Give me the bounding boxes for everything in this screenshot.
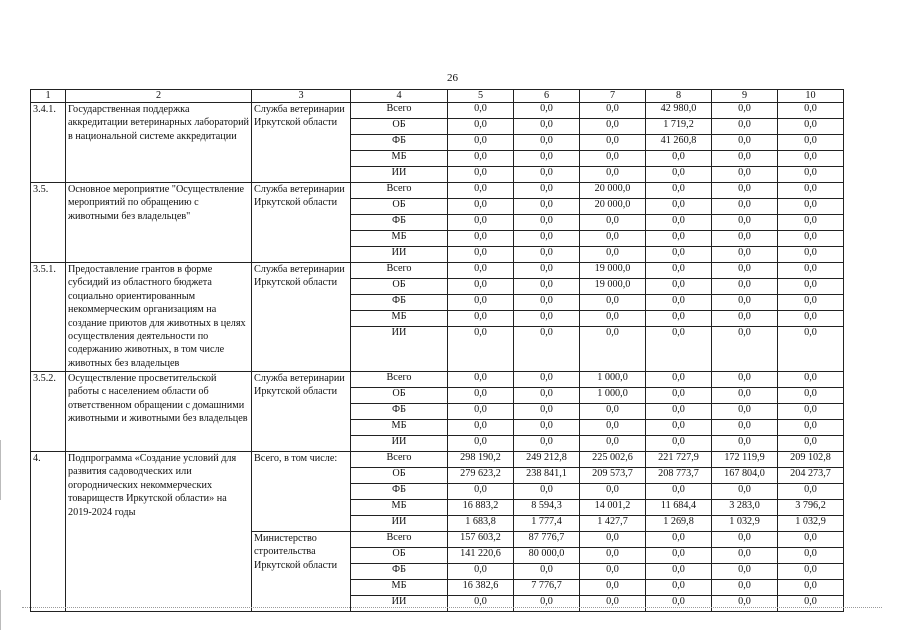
amount-cell: 14 001,2 bbox=[580, 500, 646, 516]
amount-cell: 0,0 bbox=[580, 564, 646, 580]
column-header: 7 bbox=[580, 90, 646, 103]
amount-cell: 0,0 bbox=[448, 183, 514, 199]
amount-cell: 0,0 bbox=[778, 183, 844, 199]
table-row bbox=[31, 372, 844, 388]
amount-cell: 0,0 bbox=[712, 199, 778, 215]
amount-cell: 16 883,2 bbox=[448, 500, 514, 516]
column-header: 6 bbox=[514, 90, 580, 103]
amount-cell: 0,0 bbox=[712, 215, 778, 231]
amount-cell: 0,0 bbox=[712, 404, 778, 420]
funding-source: Всего bbox=[351, 103, 448, 119]
item-name: Осуществление просветительской работы с населением области об ответственном обращении с домашними животными и животными без владельцев bbox=[66, 372, 252, 452]
funding-source: ИИ bbox=[351, 516, 448, 532]
amount-cell: 0,0 bbox=[712, 484, 778, 500]
amount-cell: 0,0 bbox=[580, 596, 646, 612]
amount-cell: 0,0 bbox=[646, 199, 712, 215]
amount-cell: 0,0 bbox=[448, 231, 514, 247]
amount-cell: 0,0 bbox=[448, 436, 514, 452]
amount-cell: 0,0 bbox=[580, 311, 646, 327]
amount-cell: 0,0 bbox=[646, 548, 712, 564]
amount-cell: 0,0 bbox=[646, 151, 712, 167]
amount-cell: 0,0 bbox=[448, 263, 514, 279]
amount-cell: 0,0 bbox=[514, 311, 580, 327]
amount-cell: 0,0 bbox=[514, 247, 580, 263]
amount-cell: 141 220,6 bbox=[448, 548, 514, 564]
funding-source: ОБ bbox=[351, 388, 448, 404]
amount-cell: 0,0 bbox=[514, 215, 580, 231]
executor: Министерство строительства Иркутской области bbox=[252, 532, 351, 612]
executor: Служба ветеринарии Иркутской области bbox=[252, 183, 351, 263]
executor: Служба ветеринарии Иркутской области bbox=[252, 263, 351, 372]
amount-cell: 0,0 bbox=[514, 596, 580, 612]
amount-cell: 0,0 bbox=[778, 436, 844, 452]
funding-source: ФБ bbox=[351, 564, 448, 580]
amount-cell: 0,0 bbox=[448, 279, 514, 295]
column-header: 3 bbox=[252, 90, 351, 103]
amount-cell: 0,0 bbox=[778, 548, 844, 564]
funding-source: ИИ bbox=[351, 596, 448, 612]
amount-cell: 0,0 bbox=[712, 263, 778, 279]
amount-cell: 0,0 bbox=[778, 404, 844, 420]
funding-source: МБ bbox=[351, 311, 448, 327]
amount-cell: 0,0 bbox=[646, 263, 712, 279]
scan-edge-mark bbox=[0, 440, 5, 500]
amount-cell: 0,0 bbox=[448, 596, 514, 612]
amount-cell: 19 000,0 bbox=[580, 279, 646, 295]
amount-cell: 87 776,7 bbox=[514, 532, 580, 548]
amount-cell: 0,0 bbox=[646, 436, 712, 452]
amount-cell: 0,0 bbox=[646, 596, 712, 612]
amount-cell: 1 719,2 bbox=[646, 119, 712, 135]
amount-cell: 0,0 bbox=[778, 231, 844, 247]
executor: Служба ветеринарии Иркутской области bbox=[252, 103, 351, 183]
amount-cell: 0,0 bbox=[712, 532, 778, 548]
item-name: Государственная поддержка аккредитации ветеринарных лабораторий в национальной системе аккредитации bbox=[66, 103, 252, 183]
amount-cell: 8 594,3 bbox=[514, 500, 580, 516]
amount-cell: 0,0 bbox=[580, 119, 646, 135]
amount-cell: 16 382,6 bbox=[448, 580, 514, 596]
funding-source: МБ bbox=[351, 500, 448, 516]
item-number: 3.5.2. bbox=[31, 372, 66, 452]
amount-cell: 0,0 bbox=[712, 151, 778, 167]
amount-cell: 0,0 bbox=[712, 103, 778, 119]
amount-cell: 0,0 bbox=[580, 135, 646, 151]
funding-source: Всего bbox=[351, 263, 448, 279]
amount-cell: 0,0 bbox=[448, 247, 514, 263]
amount-cell: 0,0 bbox=[778, 103, 844, 119]
amount-cell: 279 623,2 bbox=[448, 468, 514, 484]
amount-cell: 80 000,0 bbox=[514, 548, 580, 564]
amount-cell: 41 260,8 bbox=[646, 135, 712, 151]
amount-cell: 204 273,7 bbox=[778, 468, 844, 484]
amount-cell: 0,0 bbox=[580, 295, 646, 311]
amount-cell: 7 776,7 bbox=[514, 580, 580, 596]
amount-cell: 0,0 bbox=[514, 279, 580, 295]
amount-cell: 0,0 bbox=[448, 103, 514, 119]
amount-cell: 0,0 bbox=[646, 215, 712, 231]
amount-cell: 11 684,4 bbox=[646, 500, 712, 516]
amount-cell: 0,0 bbox=[580, 532, 646, 548]
amount-cell: 0,0 bbox=[580, 484, 646, 500]
page-number: 26 bbox=[447, 72, 458, 84]
amount-cell: 157 603,2 bbox=[448, 532, 514, 548]
amount-cell: 0,0 bbox=[646, 532, 712, 548]
amount-cell: 0,0 bbox=[514, 484, 580, 500]
amount-cell: 1 000,0 bbox=[580, 372, 646, 388]
amount-cell: 0,0 bbox=[778, 247, 844, 263]
amount-cell: 0,0 bbox=[448, 151, 514, 167]
amount-cell: 1 427,7 bbox=[580, 516, 646, 532]
amount-cell: 0,0 bbox=[448, 388, 514, 404]
funding-source: ОБ bbox=[351, 548, 448, 564]
amount-cell: 3 283,0 bbox=[712, 500, 778, 516]
amount-cell: 0,0 bbox=[712, 327, 778, 372]
amount-cell: 0,0 bbox=[448, 295, 514, 311]
column-header: 4 bbox=[351, 90, 448, 103]
amount-cell: 0,0 bbox=[580, 151, 646, 167]
item-name: Основное мероприятие "Осуществление мероприятий по обращению с животными без владельцев" bbox=[66, 183, 252, 263]
amount-cell: 208 773,7 bbox=[646, 468, 712, 484]
amount-cell: 0,0 bbox=[514, 263, 580, 279]
amount-cell: 1 032,9 bbox=[778, 516, 844, 532]
amount-cell: 0,0 bbox=[580, 548, 646, 564]
amount-cell: 0,0 bbox=[712, 295, 778, 311]
column-header: 9 bbox=[712, 90, 778, 103]
amount-cell: 3 796,2 bbox=[778, 500, 844, 516]
funding-source: ФБ bbox=[351, 484, 448, 500]
table-row bbox=[31, 103, 844, 119]
amount-cell: 0,0 bbox=[778, 564, 844, 580]
amount-cell: 0,0 bbox=[448, 404, 514, 420]
amount-cell: 0,0 bbox=[646, 372, 712, 388]
funding-source: ИИ bbox=[351, 436, 448, 452]
amount-cell: 0,0 bbox=[778, 135, 844, 151]
amount-cell: 0,0 bbox=[448, 135, 514, 151]
amount-cell: 0,0 bbox=[580, 215, 646, 231]
amount-cell: 0,0 bbox=[646, 247, 712, 263]
table-body bbox=[31, 90, 844, 612]
amount-cell: 221 727,9 bbox=[646, 452, 712, 468]
amount-cell: 0,0 bbox=[712, 548, 778, 564]
amount-cell: 0,0 bbox=[712, 279, 778, 295]
amount-cell: 0,0 bbox=[580, 420, 646, 436]
amount-cell: 20 000,0 bbox=[580, 183, 646, 199]
amount-cell: 0,0 bbox=[448, 484, 514, 500]
amount-cell: 0,0 bbox=[514, 167, 580, 183]
amount-cell: 0,0 bbox=[778, 295, 844, 311]
funding-source: МБ bbox=[351, 420, 448, 436]
amount-cell: 0,0 bbox=[712, 119, 778, 135]
amount-cell: 1 000,0 bbox=[580, 388, 646, 404]
column-header: 8 bbox=[646, 90, 712, 103]
funding-source: ИИ bbox=[351, 167, 448, 183]
amount-cell: 0,0 bbox=[448, 420, 514, 436]
column-header-row bbox=[31, 90, 844, 103]
amount-cell: 0,0 bbox=[646, 484, 712, 500]
amount-cell: 0,0 bbox=[514, 420, 580, 436]
amount-cell: 0,0 bbox=[712, 580, 778, 596]
funding-source: ОБ bbox=[351, 279, 448, 295]
amount-cell: 0,0 bbox=[778, 311, 844, 327]
amount-cell: 0,0 bbox=[514, 151, 580, 167]
amount-cell: 0,0 bbox=[580, 167, 646, 183]
amount-cell: 0,0 bbox=[646, 167, 712, 183]
amount-cell: 0,0 bbox=[778, 263, 844, 279]
item-number: 3.4.1. bbox=[31, 103, 66, 183]
funding-source: ОБ bbox=[351, 199, 448, 215]
column-header: 2 bbox=[66, 90, 252, 103]
amount-cell: 0,0 bbox=[646, 311, 712, 327]
amount-cell: 0,0 bbox=[514, 103, 580, 119]
amount-cell: 0,0 bbox=[514, 295, 580, 311]
amount-cell: 0,0 bbox=[646, 279, 712, 295]
amount-cell: 0,0 bbox=[778, 532, 844, 548]
amount-cell: 0,0 bbox=[712, 372, 778, 388]
amount-cell: 238 841,1 bbox=[514, 468, 580, 484]
executor: Всего, в том числе: bbox=[252, 452, 351, 532]
amount-cell: 0,0 bbox=[712, 167, 778, 183]
budget-table bbox=[30, 89, 844, 612]
amount-cell: 0,0 bbox=[712, 596, 778, 612]
funding-source: МБ bbox=[351, 231, 448, 247]
amount-cell: 0,0 bbox=[778, 151, 844, 167]
amount-cell: 0,0 bbox=[514, 199, 580, 215]
amount-cell: 0,0 bbox=[646, 564, 712, 580]
amount-cell: 0,0 bbox=[448, 564, 514, 580]
amount-cell: 1 683,8 bbox=[448, 516, 514, 532]
amount-cell: 0,0 bbox=[448, 215, 514, 231]
funding-source: ИИ bbox=[351, 247, 448, 263]
amount-cell: 0,0 bbox=[580, 103, 646, 119]
amount-cell: 0,0 bbox=[778, 372, 844, 388]
column-header: 10 bbox=[778, 90, 844, 103]
funding-source: Всего bbox=[351, 532, 448, 548]
executor: Служба ветеринарии Иркутской области bbox=[252, 372, 351, 452]
amount-cell: 0,0 bbox=[778, 484, 844, 500]
funding-source: ОБ bbox=[351, 468, 448, 484]
amount-cell: 0,0 bbox=[778, 420, 844, 436]
funding-source: МБ bbox=[351, 151, 448, 167]
amount-cell: 0,0 bbox=[580, 436, 646, 452]
amount-cell: 0,0 bbox=[778, 279, 844, 295]
amount-cell: 0,0 bbox=[448, 372, 514, 388]
amount-cell: 0,0 bbox=[580, 580, 646, 596]
amount-cell: 0,0 bbox=[646, 388, 712, 404]
amount-cell: 209 573,7 bbox=[580, 468, 646, 484]
table-row bbox=[31, 183, 844, 199]
amount-cell: 0,0 bbox=[778, 215, 844, 231]
amount-cell: 0,0 bbox=[712, 231, 778, 247]
funding-source: МБ bbox=[351, 580, 448, 596]
amount-cell: 1 032,9 bbox=[712, 516, 778, 532]
column-header: 1 bbox=[31, 90, 66, 103]
funding-source: Всего bbox=[351, 452, 448, 468]
amount-cell: 298 190,2 bbox=[448, 452, 514, 468]
amount-cell: 0,0 bbox=[514, 564, 580, 580]
amount-cell: 0,0 bbox=[514, 183, 580, 199]
amount-cell: 0,0 bbox=[514, 404, 580, 420]
amount-cell: 0,0 bbox=[514, 436, 580, 452]
amount-cell: 0,0 bbox=[712, 420, 778, 436]
amount-cell: 0,0 bbox=[646, 231, 712, 247]
scan-bottom-line bbox=[22, 607, 882, 608]
amount-cell: 172 119,9 bbox=[712, 452, 778, 468]
amount-cell: 0,0 bbox=[712, 436, 778, 452]
amount-cell: 0,0 bbox=[778, 596, 844, 612]
amount-cell: 0,0 bbox=[448, 119, 514, 135]
amount-cell: 0,0 bbox=[580, 404, 646, 420]
item-number: 3.5.1. bbox=[31, 263, 66, 372]
funding-source: Всего bbox=[351, 372, 448, 388]
amount-cell: 0,0 bbox=[646, 327, 712, 372]
amount-cell: 0,0 bbox=[778, 388, 844, 404]
amount-cell: 0,0 bbox=[514, 231, 580, 247]
amount-cell: 0,0 bbox=[712, 135, 778, 151]
amount-cell: 1 777,4 bbox=[514, 516, 580, 532]
amount-cell: 0,0 bbox=[646, 420, 712, 436]
amount-cell: 0,0 bbox=[712, 564, 778, 580]
funding-source: ИИ bbox=[351, 327, 448, 372]
funding-source: ФБ bbox=[351, 135, 448, 151]
amount-cell: 0,0 bbox=[646, 183, 712, 199]
amount-cell: 0,0 bbox=[514, 372, 580, 388]
amount-cell: 0,0 bbox=[580, 327, 646, 372]
amount-cell: 225 002,6 bbox=[580, 452, 646, 468]
amount-cell: 42 980,0 bbox=[646, 103, 712, 119]
amount-cell: 0,0 bbox=[646, 295, 712, 311]
item-name: Подпрограмма «Создание условий для развития садоводческих или огороднических некоммерческих товариществ Иркутской области» на 2019-2024 годы bbox=[66, 452, 252, 612]
table-row bbox=[31, 263, 844, 279]
column-header: 5 bbox=[448, 90, 514, 103]
amount-cell: 167 804,0 bbox=[712, 468, 778, 484]
amount-cell: 0,0 bbox=[778, 119, 844, 135]
amount-cell: 1 269,8 bbox=[646, 516, 712, 532]
amount-cell: 0,0 bbox=[712, 311, 778, 327]
funding-source: ОБ bbox=[351, 119, 448, 135]
scan-edge-mark bbox=[0, 590, 5, 630]
amount-cell: 0,0 bbox=[580, 247, 646, 263]
amount-cell: 249 212,8 bbox=[514, 452, 580, 468]
item-number: 3.5. bbox=[31, 183, 66, 263]
amount-cell: 0,0 bbox=[712, 388, 778, 404]
amount-cell: 0,0 bbox=[514, 327, 580, 372]
amount-cell: 0,0 bbox=[514, 135, 580, 151]
amount-cell: 19 000,0 bbox=[580, 263, 646, 279]
funding-source: Всего bbox=[351, 183, 448, 199]
amount-cell: 0,0 bbox=[778, 327, 844, 372]
amount-cell: 0,0 bbox=[448, 167, 514, 183]
amount-cell: 0,0 bbox=[514, 119, 580, 135]
amount-cell: 0,0 bbox=[514, 388, 580, 404]
funding-source: ФБ bbox=[351, 404, 448, 420]
amount-cell: 20 000,0 bbox=[580, 199, 646, 215]
table-row bbox=[31, 452, 844, 468]
amount-cell: 0,0 bbox=[448, 311, 514, 327]
amount-cell: 0,0 bbox=[448, 199, 514, 215]
amount-cell: 209 102,8 bbox=[778, 452, 844, 468]
amount-cell: 0,0 bbox=[646, 404, 712, 420]
amount-cell: 0,0 bbox=[712, 183, 778, 199]
item-number: 4. bbox=[31, 452, 66, 612]
amount-cell: 0,0 bbox=[778, 199, 844, 215]
amount-cell: 0,0 bbox=[778, 580, 844, 596]
amount-cell: 0,0 bbox=[712, 247, 778, 263]
amount-cell: 0,0 bbox=[646, 580, 712, 596]
amount-cell: 0,0 bbox=[778, 167, 844, 183]
funding-source: ФБ bbox=[351, 215, 448, 231]
amount-cell: 0,0 bbox=[580, 231, 646, 247]
item-name: Предоставление грантов в форме субсидий из областного бюджета социально ориентированным некоммерческим организациям на создание приютов для животных в целях осуществления деятельности по содержанию животных, в том числе животных без владельцев bbox=[66, 263, 252, 372]
amount-cell: 0,0 bbox=[448, 327, 514, 372]
funding-source: ФБ bbox=[351, 295, 448, 311]
